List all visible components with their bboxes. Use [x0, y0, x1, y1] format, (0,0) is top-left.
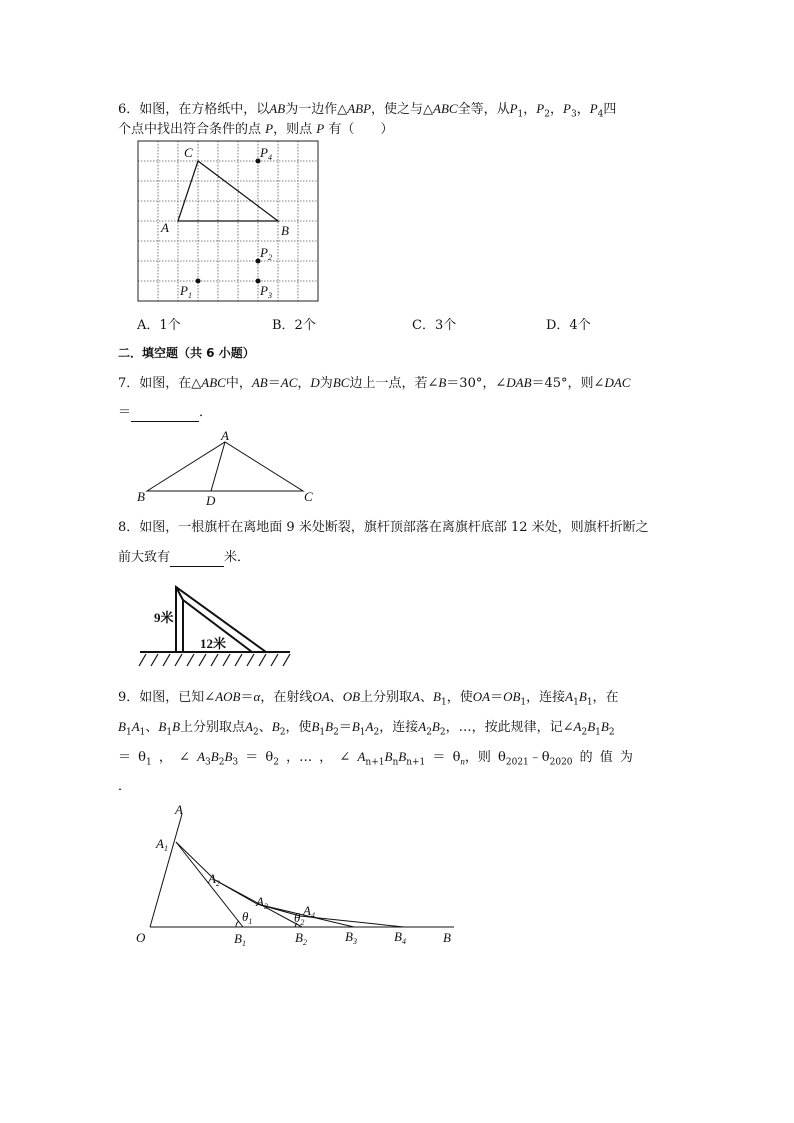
q8-answer-blank[interactable]: [170, 552, 224, 567]
q9-line4: ．: [118, 779, 132, 794]
q9-label-theta1: $\theta_1$: [242, 909, 253, 926]
q7-line1: 7．如图，在△ABC中，AB＝AC，D为BC边上一点，若∠B＝30°，∠DAB＝45°，则∠DAC: [118, 375, 631, 391]
q9-line2: $B_1A_1$、$B_1B$上分别取点$A_2$、$B_2$，使$B_1B_2=B_1A_2$，连接$A_2B_2$，…，按此规律，记$\angle A_2B_1B_2$: [118, 719, 615, 738]
q9-label-a4: $A_4$: [303, 903, 315, 920]
q9-angle-figure: [130, 800, 470, 950]
q9-label-b1: $B_1$: [234, 931, 246, 948]
q6-option-c[interactable]: C．3个: [412, 318, 457, 333]
q9-line1: 9．如图，已知∠AOB＝α，在射线OA、OB上分别取A、$B_1$，使$OA=OB_1$，连接$A_1B_1$，在: [118, 689, 619, 708]
q7-label-b: B: [137, 489, 145, 504]
label-p1: $P_1$: [180, 283, 192, 300]
label-a: A: [161, 220, 169, 235]
q9-label-b: B: [443, 930, 451, 945]
q6-line1: 6．如图，在方格纸中，以AB为一边作△ABP，使之与△ABC全等，从$P_1$，$P_2$，$P_3$，$P_4$四: [118, 101, 617, 120]
q7-label-a: A: [221, 428, 229, 443]
section-title-fill-in: 二．填空题（共 6 小题）: [118, 346, 255, 360]
q9-label-a2: $A_2$: [208, 871, 220, 888]
q7-triangle-figure: [132, 428, 322, 508]
q7-label-d: D: [206, 493, 216, 508]
label-p2: $P_2$: [260, 245, 272, 262]
q7-label-c: C: [304, 489, 313, 504]
q6-grid-figure: [135, 138, 325, 304]
label-b: B: [281, 223, 289, 238]
point-p1: [196, 279, 201, 284]
q6-option-b[interactable]: B．2个: [272, 318, 316, 333]
q8-line2: 前大致有 米．: [118, 550, 251, 565]
q7-line2: ＝ ．: [118, 405, 213, 420]
q8-line1: 8．如图，一根旗杆在离地面 9 米处断裂，旗杆顶部落在离旗杆底部 12 米处，则旗杆折断之: [118, 520, 649, 535]
q8-flagpole-figure: [136, 578, 296, 674]
q6-option-a[interactable]: A．1个: [137, 318, 181, 333]
q8-label-12m: 12米: [200, 636, 227, 651]
label-p3: $P_3$: [260, 283, 272, 300]
q9-label-b3: $B_3$: [345, 929, 357, 946]
q9-line3: ＝ $\theta_1$ ， ∠ $A_3B_2B_3 = \theta_2$ ，… ， ∠ $A_{n+1}B_nB_{n+1} = \theta_n$，则 $\theta_{2021}﹣\theta_{2020}$ 的 值 为: [118, 749, 633, 768]
q9-label-a1: $A_1$: [156, 836, 168, 853]
q9-label-b2: $B_2$: [295, 930, 307, 947]
q6-option-d[interactable]: D．4个: [546, 318, 591, 333]
q6-line2: 个点中找出符合条件的点 P，则点 P 有（ ）: [118, 121, 394, 137]
q9-label-b4: $B_4$: [394, 929, 406, 946]
q7-answer-blank[interactable]: [131, 407, 199, 422]
q8-label-9m: 9米: [154, 610, 174, 625]
q9-label-theta2: $\theta_2$: [294, 910, 305, 927]
triangle-abc: [178, 161, 278, 221]
label-p4: $P_4$: [260, 145, 272, 162]
q9-label-a3: $A_3$: [256, 894, 268, 911]
label-c: C: [184, 145, 193, 160]
q9-label-o: O: [136, 930, 146, 945]
q9-label-a: A: [175, 802, 183, 817]
